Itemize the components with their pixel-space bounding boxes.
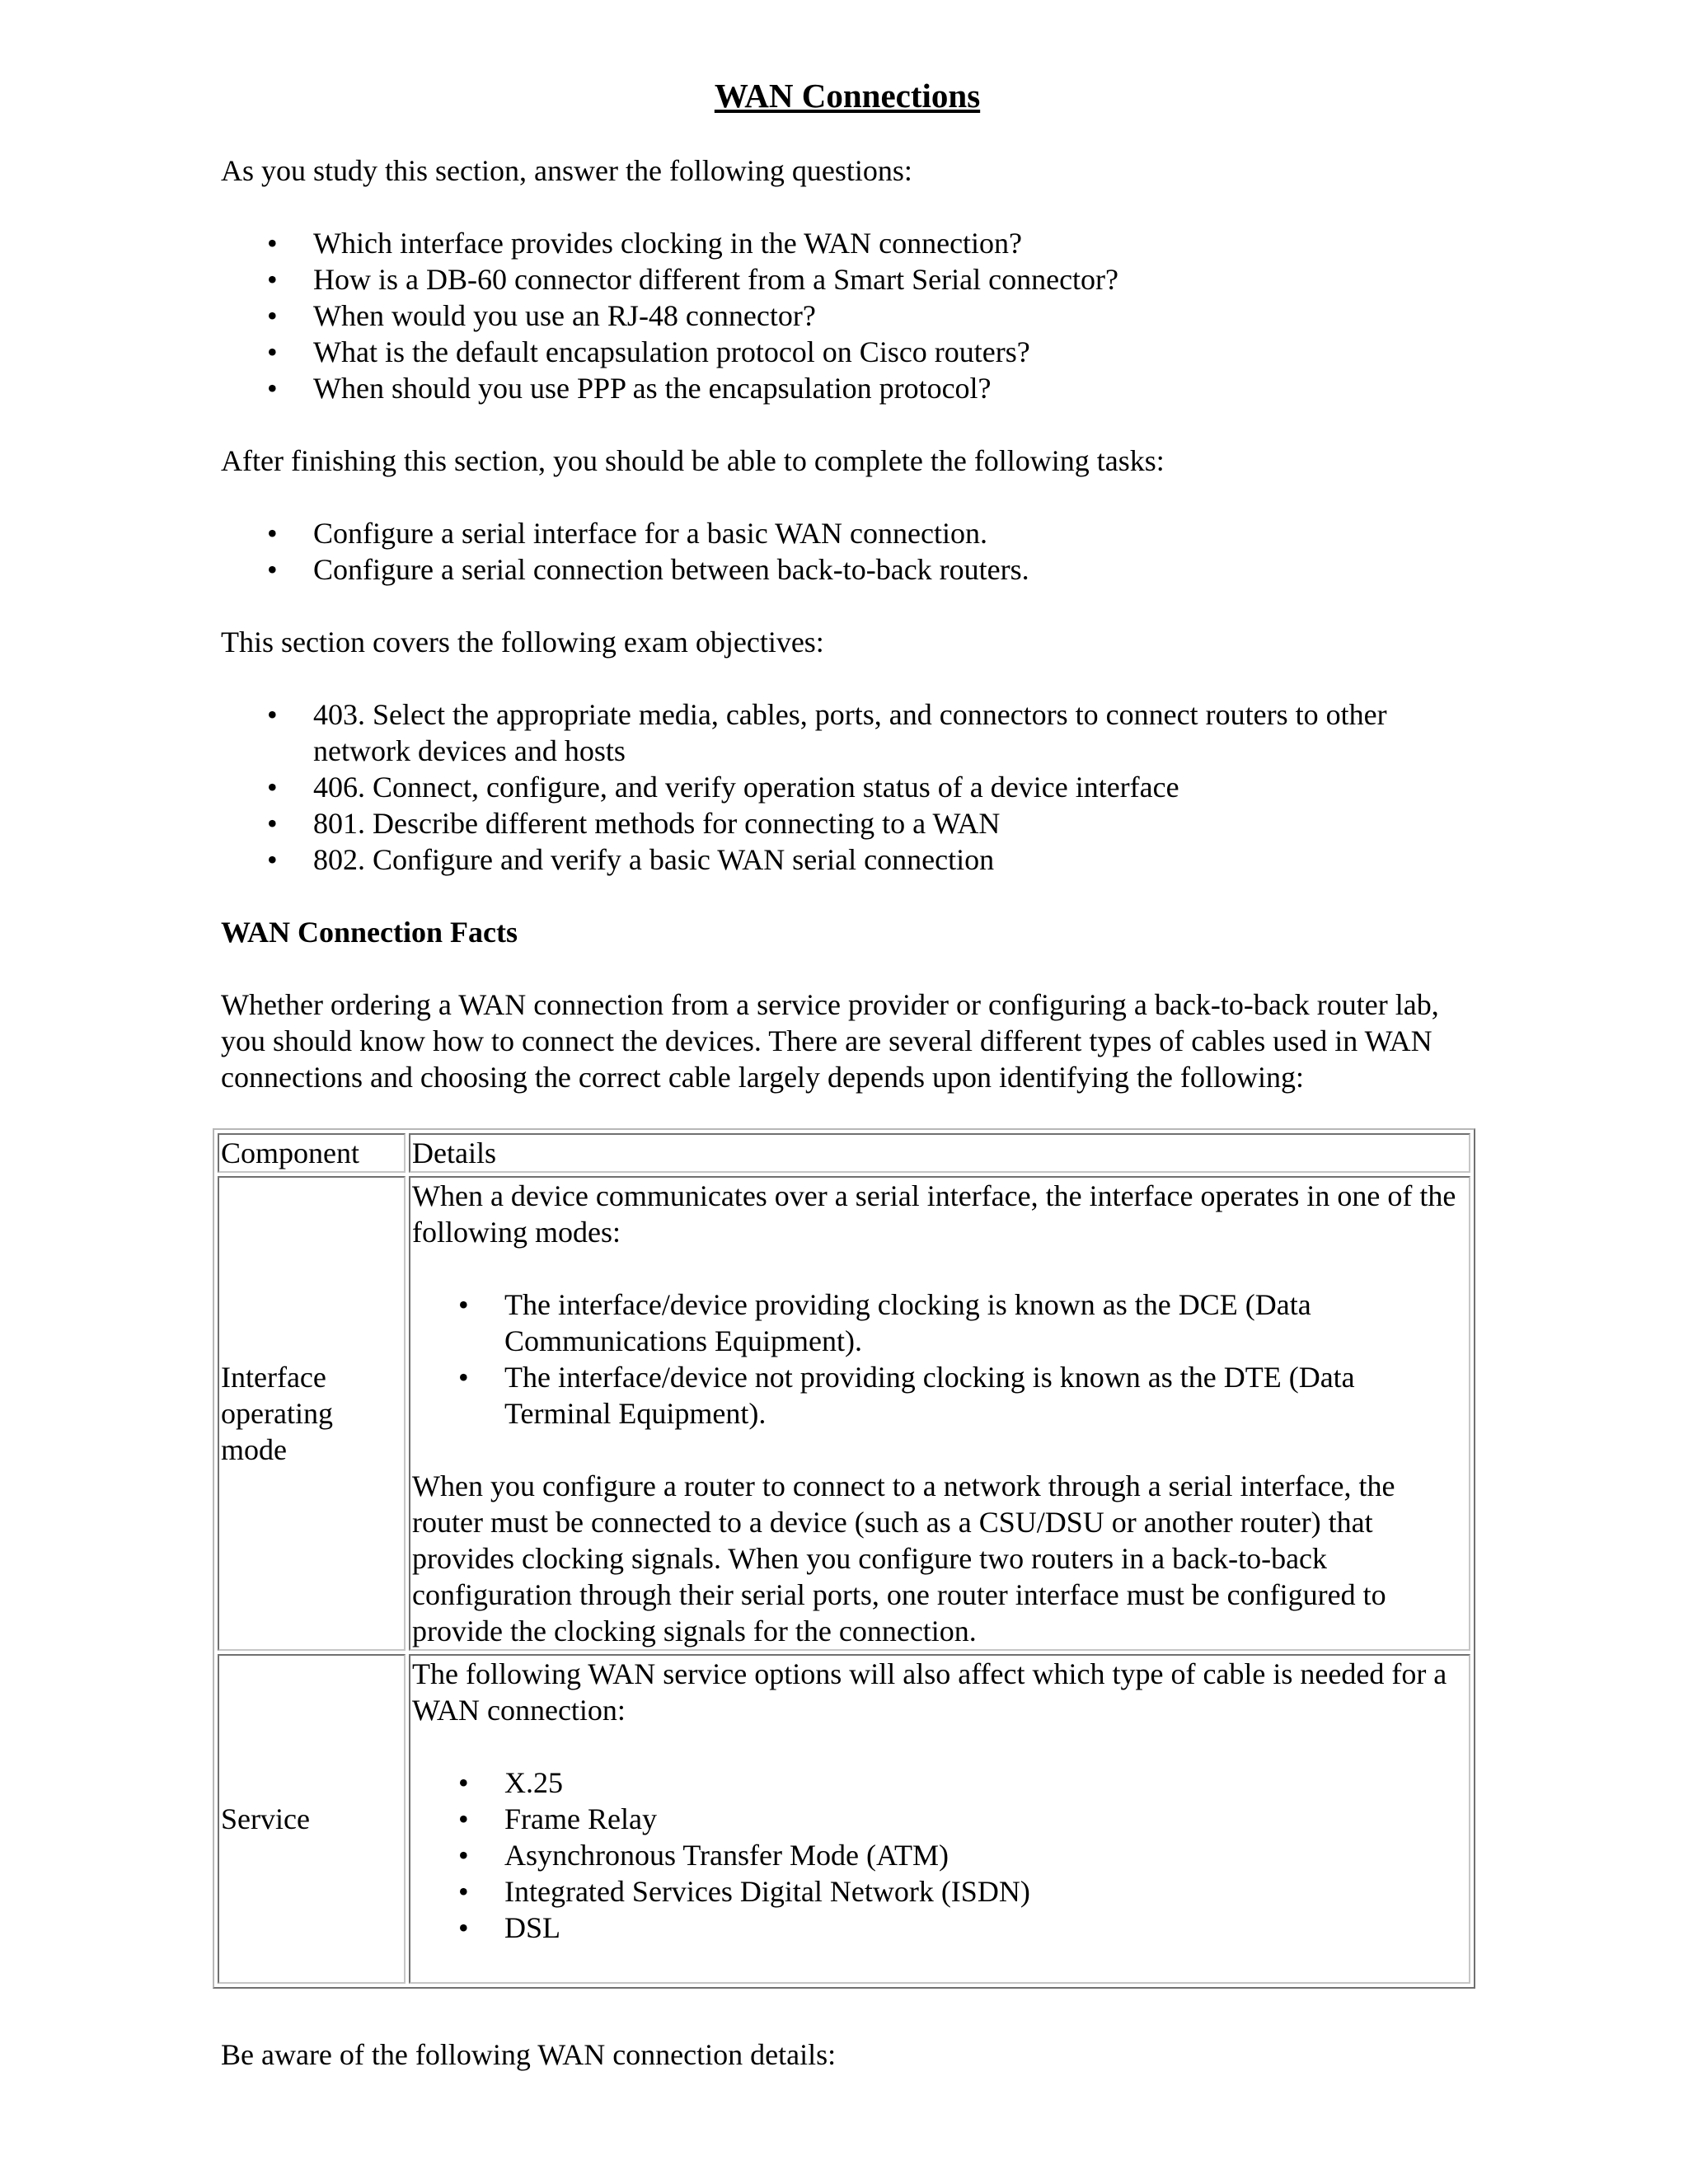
list-item: • X.25 [504,1765,1467,1801]
list-item: • What is the default encapsulation protocol on Cisco routers? [313,334,1474,370]
list-item: • When would you use an RJ-48 connector? [313,298,1474,334]
list-item: • 403. Select the appropriate media, cables, ports, and connectors to connect routers to other network devices and hosts [313,696,1474,769]
list-item: • The interface/device not providing clocking is known as the DTE (Data Terminal Equipment). [504,1359,1467,1432]
objectives-list [221,696,1474,878]
list-item: • 802. Configure and verify a basic WAN serial connection [313,841,1474,878]
details-list [412,1286,1467,1432]
list-item: • When should you use PPP as the encapsulation protocol? [313,370,1474,406]
document-body [221,152,1474,2073]
details-cell [409,1654,1470,1984]
tasks-list [221,515,1474,588]
details-cell [409,1176,1470,1651]
list-item: • Integrated Services Digital Network (ISDN) [504,1873,1467,1910]
list-item: • How is a DB-60 connector different from a Smart Serial connector? [313,261,1474,298]
facts-paragraph: Whether ordering a WAN connection from a service provider or configuring a back-to-back router lab, you should know how to connect the devices. There are several different types of cables used in WAN connections and choosing the correct cable largely depends upon identifying the following: [221,988,1439,1094]
tasks-lead: After finishing this section, you should be able to complete the following tasks: [221,444,1165,477]
table-header-row [218,1133,1470,1173]
list-item: • Which interface provides clocking in the WAN connection? [313,225,1474,261]
facts-heading: WAN Connection Facts [221,916,518,949]
component-cell: Interface operating mode [218,1176,406,1651]
component-cell: Service [218,1654,406,1984]
objectives-lead: This section covers the following exam objectives: [221,626,824,658]
questions-lead: As you study this section, answer the following questions: [221,154,912,187]
closing-paragraph: Be aware of the following WAN connection details: [221,2038,837,2071]
details-intro: When a device communicates over a serial interface, the interface operates in one of the following modes: [412,1179,1456,1249]
questions-list [221,225,1474,406]
table-row [218,1176,1470,1651]
list-item: • DSL [504,1910,1467,1946]
facts-table [213,1128,1475,1989]
list-item: • The interface/device providing clocking is known as the DCE (Data Communications Equipment). [504,1286,1467,1359]
list-item: • Configure a serial interface for a basic WAN connection. [313,515,1474,551]
list-item: • 406. Connect, configure, and verify operation status of a device interface [313,769,1474,805]
details-outro: When you configure a router to connect to a network through a serial interface, the router must be connected to a device (such as a CSU/DSU or another router) that provides clocking signals. When you configure two routers in a back-to-back configuration through their serial ports, one router interface must be configured to provide the clocking signals for the connection. [412,1469,1395,1647]
list-item: • Frame Relay [504,1801,1467,1837]
list-item: • Asynchronous Transfer Mode (ATM) [504,1837,1467,1873]
list-item: • 801. Describe different methods for connecting to a WAN [313,805,1474,841]
header-details: Details [409,1133,1470,1173]
list-item: • Configure a serial connection between back-to-back routers. [313,551,1474,588]
page-title: WAN Connections [714,77,981,115]
table-row [218,1654,1470,1984]
details-intro: The following WAN service options will also affect which type of cable is needed for a WAN connection: [412,1657,1447,1727]
details-list [412,1765,1467,1946]
header-component: Component [218,1133,406,1173]
